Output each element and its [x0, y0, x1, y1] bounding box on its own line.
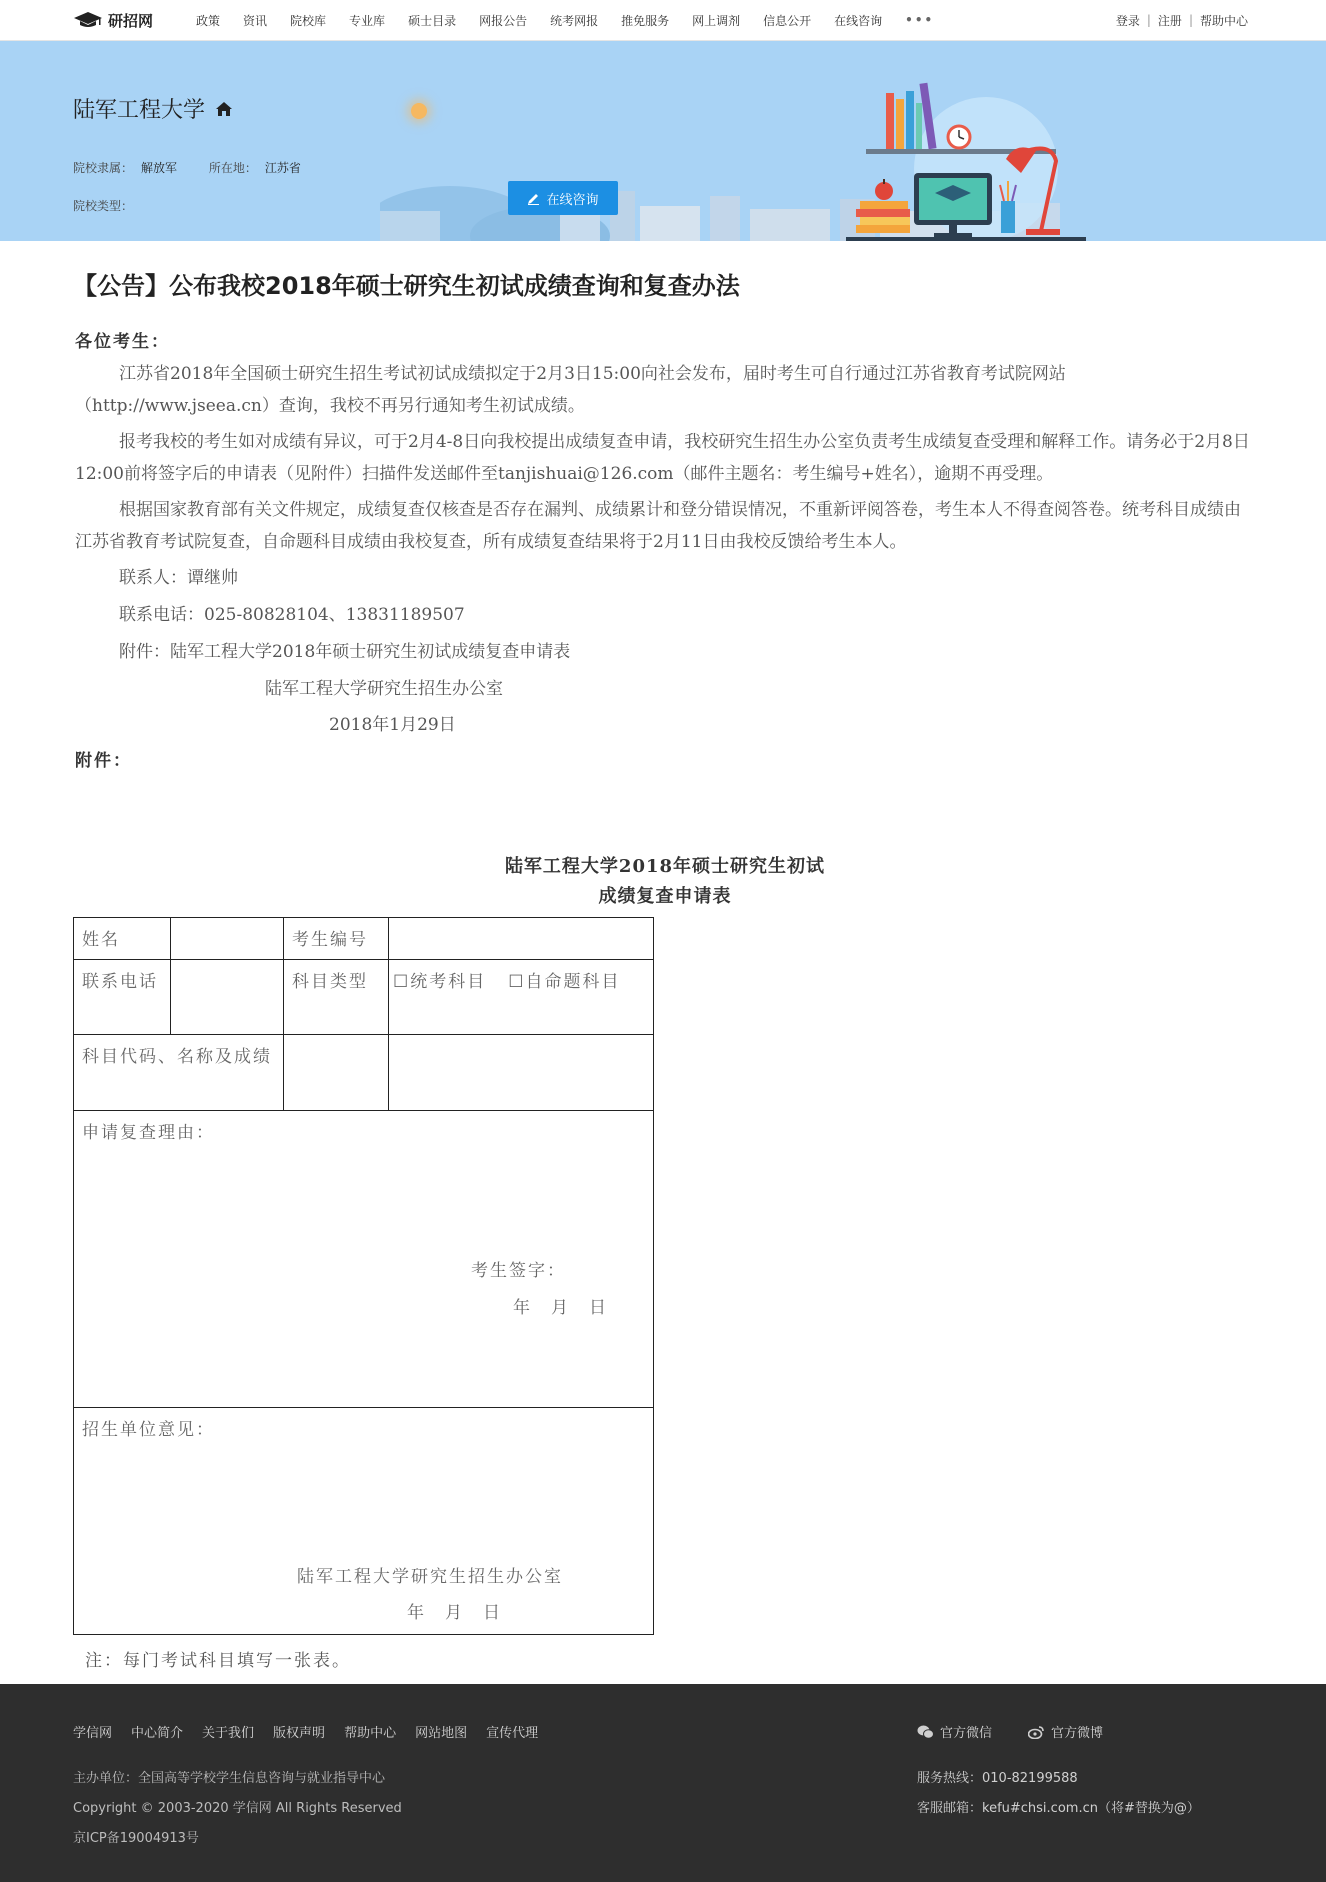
separator: | [1188, 13, 1193, 27]
school-meta-row [73, 159, 329, 176]
name-input-cell[interactable] [171, 918, 283, 959]
subject-type-label: 科目类型 [292, 972, 368, 992]
sun-decoration [411, 103, 427, 119]
site-logo[interactable] [73, 8, 153, 32]
footer-link-copyright[interactable]: 版权声明 [273, 1726, 326, 1741]
separator: | [1146, 13, 1151, 27]
home-icon[interactable] [215, 101, 233, 117]
site-footer [0, 1684, 1326, 1882]
attachment-line[interactable]: 附件：陆军工程大学2018年硕士研究生初试成绩复查申请表 [119, 642, 571, 662]
footer-copyright: Copyright © 2003-2020 学信网 All Rights Reserved [73, 1801, 402, 1816]
form-title-line-1: 陆军工程大学2018年硕士研究生初试 [504, 856, 826, 877]
opinion-date: 年 月 日 [407, 1603, 502, 1623]
affiliation-label: 院校隶属： [73, 161, 134, 175]
article-title: 【公告】公布我校2018年硕士研究生初试成绩查询和复查办法 [73, 272, 740, 300]
paragraph-2: 报考我校的考生如对成绩有异议，可于2月4-8日向我校提出成绩复查申请，我校研究生招生办公室负责考生成绩复查受理和解释工作。请务必于2月8日12:00前将签字后的申请表（见附件）扫描件发送邮件至tanjishuai@126.com（邮件主题名：考生编号+姓名），逾期不再受理。 [75, 432, 1250, 484]
footer-links [73, 1722, 557, 1741]
nav-link-recommendation[interactable]: 推免服务 [621, 13, 670, 28]
login-link[interactable]: 登录 [1115, 13, 1140, 28]
weibo-label: 官方微博 [1051, 1726, 1104, 1741]
service-email: 客服邮箱：kefu#chsi.com.cn（将#替换为@） [917, 1801, 1200, 1816]
greeting: 各位考生： [75, 332, 170, 352]
nav-link-news[interactable]: 资讯 [243, 13, 268, 28]
application-form-table [73, 917, 653, 1635]
location-value: 江苏省 [264, 161, 301, 175]
wechat-label: 官方微信 [940, 1726, 993, 1741]
footer-link-promotion[interactable]: 宣传代理 [486, 1726, 539, 1741]
help-link[interactable]: 帮助中心 [1199, 13, 1248, 28]
nav-link-disclosure[interactable]: 信息公开 [763, 13, 812, 28]
pencil-icon [527, 192, 540, 205]
nav-link-catalog[interactable]: 硕士目录 [408, 13, 457, 28]
more-menu-icon[interactable]: ••• [905, 13, 935, 27]
subject-code-input-cell[interactable] [284, 1035, 388, 1110]
online-consult-button[interactable] [508, 181, 618, 215]
nav-link-schools[interactable]: 院校库 [290, 13, 327, 28]
nav-link-online-consult[interactable]: 在线咨询 [834, 13, 883, 28]
phone-label: 联系电话 [82, 972, 158, 992]
affiliation-value: 解放军 [141, 161, 178, 175]
school-type-row [73, 197, 169, 214]
opinion-org: 陆军工程大学研究生招生办公室 [297, 1567, 563, 1587]
footer-icp[interactable]: 京ICP备19004913号 [73, 1831, 199, 1846]
top-navigation-bar [0, 0, 1326, 41]
study-desk-illustration [846, 81, 1086, 241]
wechat-icon [917, 1725, 934, 1739]
location-label: 所在地： [208, 161, 257, 175]
type-label: 院校类型： [73, 199, 134, 213]
footer-host: 主办单位：全国高等学校学生信息咨询与就业指导中心 [73, 1771, 386, 1786]
school-banner [0, 41, 1326, 241]
phone-input-cell[interactable] [171, 960, 283, 1034]
footer-social [917, 1722, 1139, 1741]
weibo-link[interactable] [1028, 1722, 1103, 1741]
user-links [1116, 0, 1248, 40]
exam-number-input-cell[interactable] [389, 918, 653, 959]
main-nav [196, 0, 957, 40]
signature-label: 考生签字： [471, 1261, 566, 1281]
online-consult-label: 在线咨询 [546, 192, 599, 208]
signature-date: 年 月 日 [513, 1298, 608, 1318]
nav-link-adjustment[interactable]: 网上调剂 [692, 13, 741, 28]
logo-text: 研招网 [108, 11, 154, 30]
footer-link-help[interactable]: 帮助中心 [344, 1726, 397, 1741]
name-label: 姓名 [82, 930, 120, 950]
paragraph-3: 根据国家教育部有关文件规定，成绩复查仅核查是否存在漏判、成绩累计和登分错误情况，不重新评阅答卷，考生本人不得查阅答卷。统考科目成绩由江苏省教育考试院复查，自命题科目成绩由我校复查，所有成绩复查结果将于2月11日由我校反馈给考生本人。 [75, 500, 1241, 552]
contact-person: 联系人：谭继帅 [119, 568, 238, 588]
nav-link-majors[interactable]: 专业库 [349, 13, 386, 28]
table-border [73, 1634, 654, 1635]
table-border [653, 917, 654, 1635]
subject-code-label: 科目代码、名称及成绩 [82, 1047, 272, 1067]
subject-type-options [389, 960, 653, 1004]
opinion-label: 招生单位意见： [82, 1420, 215, 1440]
attachment-heading: 附件： [75, 751, 132, 771]
wechat-link[interactable] [917, 1722, 992, 1741]
school-name-text: 陆军工程大学 [73, 98, 206, 123]
signature-date: 2018年1月29日 [329, 715, 456, 735]
weibo-icon [1028, 1725, 1045, 1739]
form-note: 注：每门考试科目填写一张表。 [85, 1651, 351, 1671]
paragraph-1: 江苏省2018年全国硕士研究生招生考试初试成绩拟定于2月3日15:00向社会发布，届时考生可自行通过江苏省教育考试院网站（http://www.jseea.cn）查询，我校不再另行通知考生初试成绩。 [75, 364, 1066, 416]
register-link[interactable]: 注册 [1157, 13, 1182, 28]
school-name [73, 93, 233, 124]
footer-link-sitemap[interactable]: 网站地图 [415, 1726, 468, 1741]
contact-phone: 联系电话：025-80828104、13831189507 [119, 605, 465, 625]
nav-link-unified-exam[interactable]: 统考网报 [550, 13, 599, 28]
reason-label: 申请复查理由： [82, 1123, 215, 1143]
form-title-line-2: 成绩复查申请表 [598, 886, 732, 907]
form-document-title [440, 852, 890, 912]
footer-link-about-center[interactable]: 中心简介 [131, 1726, 184, 1741]
footer-info [73, 1764, 402, 1854]
unified-subject-checkbox[interactable]: ☐统考科目 [393, 972, 487, 992]
exam-number-label: 考生编号 [292, 930, 368, 950]
nav-link-registration-notice[interactable]: 网报公告 [479, 13, 528, 28]
nav-link-policy[interactable]: 政策 [196, 13, 221, 28]
table-border [73, 917, 74, 1635]
article-body [75, 326, 1255, 777]
signature-org: 陆军工程大学研究生招生办公室 [265, 679, 503, 699]
footer-link-about-us[interactable]: 关于我们 [202, 1726, 255, 1741]
service-hotline: 服务热线：010-82199588 [917, 1771, 1078, 1786]
self-subject-checkbox[interactable]: ☐自命题科目 [508, 972, 621, 992]
subject-score-input-cell[interactable] [389, 1035, 653, 1110]
footer-link-chsi[interactable]: 学信网 [73, 1726, 113, 1741]
graduation-cap-icon [73, 11, 103, 29]
footer-contact [917, 1764, 1200, 1824]
